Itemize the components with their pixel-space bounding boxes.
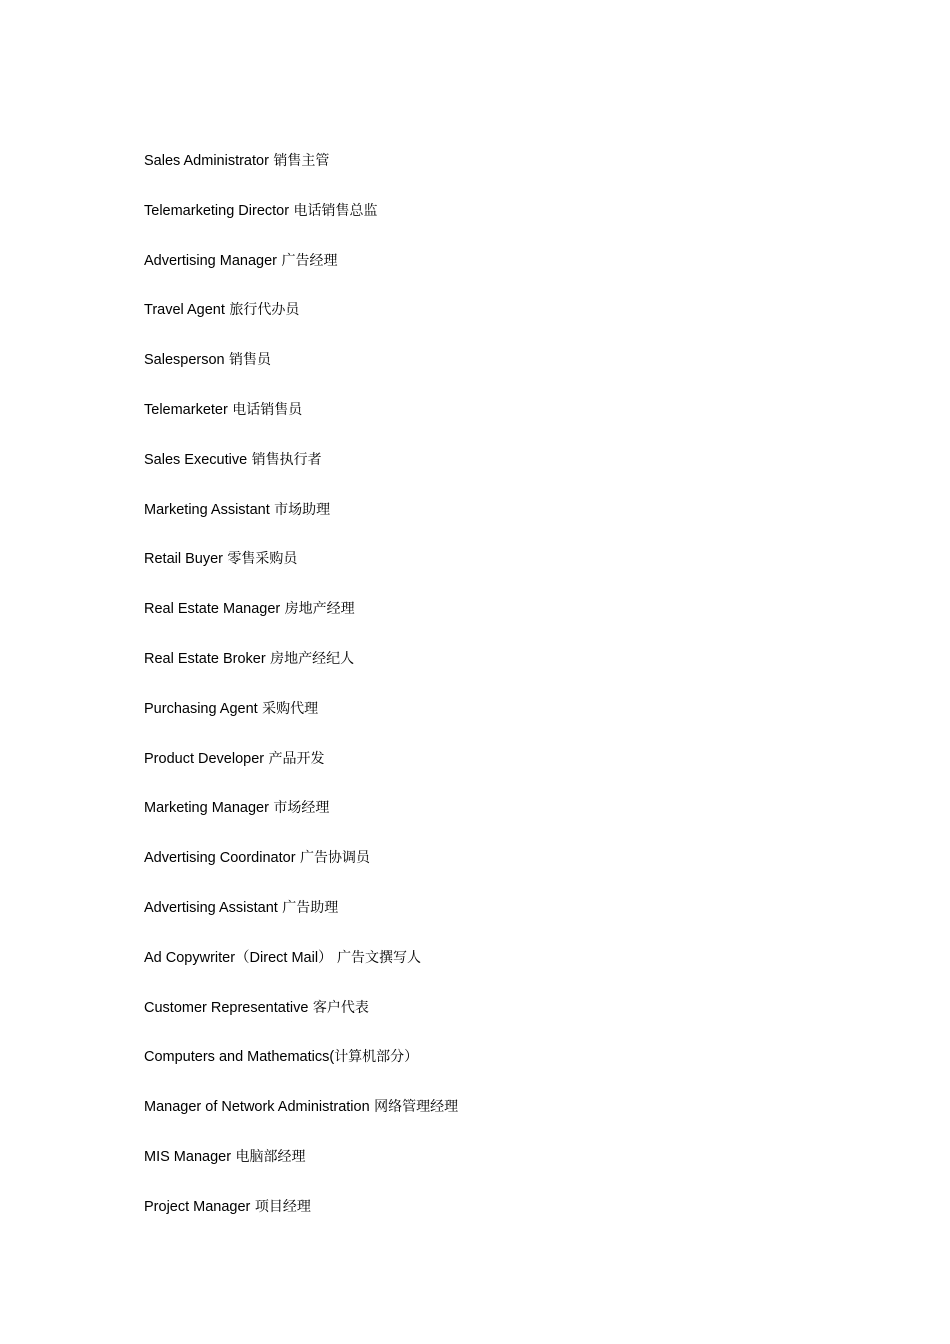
job-title-en: Customer Representative xyxy=(144,999,309,1016)
job-title-zh: 广告协调员 xyxy=(295,850,370,867)
job-title-en: Advertising Manager xyxy=(144,252,277,269)
list-item xyxy=(144,349,458,399)
job-title-zh: 广告文撰写人 xyxy=(332,949,421,966)
job-title-zh: 产品开发 xyxy=(264,750,325,767)
list-item xyxy=(144,1196,458,1246)
list-item xyxy=(144,399,458,449)
list-item xyxy=(144,250,458,300)
list-item xyxy=(144,150,458,200)
job-title-en: Project Manager xyxy=(144,1198,251,1215)
job-title-en: Retail Buyer xyxy=(144,551,223,568)
job-title-zh: 销售员 xyxy=(224,352,272,369)
job-title-list xyxy=(144,150,458,1246)
job-title-zh: 市场助理 xyxy=(269,501,331,518)
list-item xyxy=(144,299,458,349)
section-heading xyxy=(144,1046,458,1096)
list-item xyxy=(144,997,458,1047)
list-item xyxy=(144,1146,458,1196)
job-title-zh: 房地产经理 xyxy=(280,601,355,618)
job-title-zh: 电脑部经理 xyxy=(231,1148,306,1165)
job-title-en: Salesperson xyxy=(144,352,225,369)
job-title-zh: 零售采购员 xyxy=(222,551,298,568)
job-title-en: Sales Administrator xyxy=(144,153,269,169)
job-title-zh: 采购代理 xyxy=(257,700,319,717)
list-item xyxy=(144,797,458,847)
job-title-en: Computers and Mathematics( xyxy=(144,1049,335,1066)
list-item xyxy=(144,598,458,648)
job-title-zh: 电话销售总监 xyxy=(289,202,378,219)
job-title-zh: 旅行代办员 xyxy=(224,302,300,319)
job-title-en: Real Estate Broker xyxy=(144,650,266,667)
job-title-zh: 项目经理 xyxy=(250,1198,311,1215)
job-title-en: Sales Executive xyxy=(144,451,248,468)
list-item xyxy=(144,748,458,798)
job-title-en: Purchasing Agent xyxy=(144,700,258,717)
list-item xyxy=(144,548,458,598)
list-item xyxy=(144,1096,458,1146)
job-title-zh: 销售主管 xyxy=(268,153,330,169)
list-item xyxy=(144,648,458,698)
job-title-en: Real Estate Manager xyxy=(144,601,281,618)
list-item xyxy=(144,698,458,748)
job-title-en: Advertising Coordinator xyxy=(144,850,296,867)
job-title-en: Ad Copywriter（Direct Mail） xyxy=(144,949,333,966)
job-title-zh: 市场经理 xyxy=(268,800,330,817)
job-title-zh: 客户代表 xyxy=(308,999,369,1016)
job-title-zh: 网络管理经理 xyxy=(369,1099,459,1116)
job-title-en: Manager of Network Administration xyxy=(144,1099,370,1116)
job-title-en: Telemarketer xyxy=(144,401,228,418)
job-title-en: Marketing Manager xyxy=(144,800,269,817)
job-title-zh: 房地产经纪人 xyxy=(265,650,355,667)
list-item xyxy=(144,449,458,499)
job-title-zh: 电话销售员 xyxy=(227,401,303,418)
job-title-en: Advertising Assistant xyxy=(144,899,278,916)
job-title-zh: 广告助理 xyxy=(277,899,339,916)
job-title-en: MIS Manager xyxy=(144,1148,232,1165)
job-title-en: Telemarketing Director xyxy=(144,202,290,219)
list-item xyxy=(144,499,458,549)
list-item xyxy=(144,200,458,250)
job-title-zh: 广告经理 xyxy=(277,252,338,269)
job-title-en: Marketing Assistant xyxy=(144,501,270,518)
job-title-en: Travel Agent xyxy=(144,302,225,319)
list-item xyxy=(144,847,458,897)
job-title-zh: 计算机部分） xyxy=(334,1049,419,1066)
job-title-zh: 销售执行者 xyxy=(247,451,322,468)
list-item xyxy=(144,947,458,997)
job-title-en: Product Developer xyxy=(144,750,265,767)
list-item xyxy=(144,897,458,947)
